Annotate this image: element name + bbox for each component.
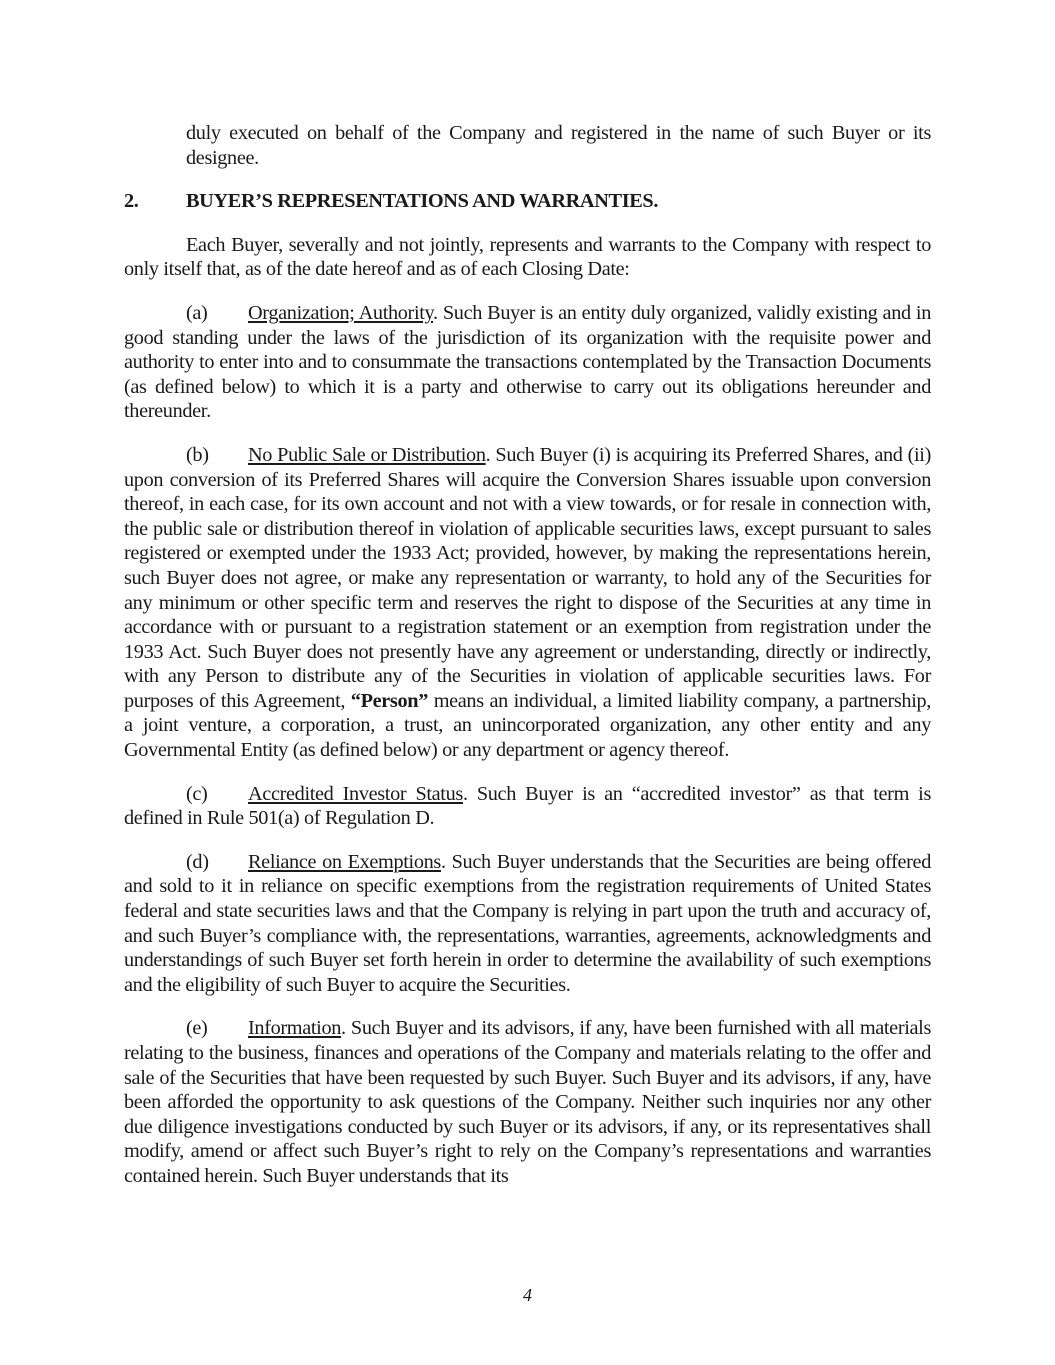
subsection-b-body-cont: means an individual, a limited liability company, a partnership, a joint venture, a corporation, a trust, an unincorporated organization, any other entity and any Governmental Entity (as defined below) or any department or agency thereof. <box>124 689 931 762</box>
subsection-b-label: (b) <box>186 443 209 466</box>
subsection-e-body: . Such Buyer and its advisors, if any, have been furnished with all materials relating to the business, finances and operations of the Company and materials relating to the offer and sale of the Securities that have been requested by such Buyer. Such Buyer and its advisors, if any, have been afforded the opportunity to ask questions of the Company. Neither such inquiries nor any other due diligence investigations conducted by such Buyer or its advisors, if any, or its representatives shall modify, amend or affect such Buyer’s right to rely on the Company’s representations and warranties contained herein. Such Buyer understands that its <box>124 1017 931 1187</box>
subsection-b <box>124 443 931 763</box>
subsection-e <box>124 1016 931 1188</box>
intro-paragraph <box>124 233 931 282</box>
intro-paragraph-text: Each Buyer, severally and not jointly, represents and warrants to the Company with respect to only itself that, as of the date hereof and as of each Closing Date: <box>124 233 931 281</box>
subsection-a <box>124 301 931 424</box>
subsection-c-body: . Such Buyer is an “accredited investor” as that term is defined in Rule 501(a) of Regulation D. <box>124 782 931 830</box>
document-body <box>124 121 931 1208</box>
subsection-a-body: . Such Buyer is an entity duly organized, validly existing and in good standing under the laws of the jurisdiction of its organization with the requisite power and authority to enter into and to consummate the transactions contemplated by the Transaction Documents (as defined below) to which it is a party and otherwise to carry out its obligations hereunder and thereunder. <box>124 301 932 423</box>
subsection-d <box>124 850 931 998</box>
subsection-a-label: (a) <box>186 301 208 324</box>
subsection-d-label: (d) <box>186 850 209 873</box>
subsection-e-label: (e) <box>186 1017 208 1040</box>
subsection-a-heading: Organization; Authority <box>248 301 434 324</box>
subsection-c-heading: Accredited Investor Status <box>248 782 463 805</box>
page-number: 4 <box>523 1285 532 1305</box>
section-2-title: BUYER’S REPRESENTATIONS AND WARRANTIES. <box>186 190 659 213</box>
subsection-b-heading: No Public Sale or Distribution <box>248 443 486 466</box>
continuation-paragraph <box>186 121 931 170</box>
subsection-b-bold-term: “Person” <box>350 689 428 712</box>
subsection-d-heading: Reliance on Exemptions <box>248 850 441 873</box>
section-2-number: 2. <box>124 190 139 213</box>
subsection-b-body: . Such Buyer (i) is acquiring its Preferred Shares, and (ii) upon conversion of its Preferred Shares will acquire the Conversion Shares issuable upon conversion thereof, in each case, for its own account and not with a view towards, or for resale in connection with, the public sale or distribution thereof in violation of applicable securities laws, except pursuant to sales registered or exempted under the 1933 Act; provided, however, by making the representations herein, such Buyer does not agree, or make any representation or warranty, to hold any of the Securities for any minimum or other specific term and reserves the right to dispose of the Securities at any time in accordance with or pursuant to a registration statement or an exemption from registration under the 1933 Act. Such Buyer does not presently have any agreement or understanding, directly or indirectly, with any Person to distribute any of the Securities in violation of applicable securities laws. For purposes of this Agreement, <box>124 443 931 712</box>
subsection-e-heading: Information <box>248 1017 342 1040</box>
section-2-heading <box>124 189 931 214</box>
subsection-c-label: (c) <box>186 782 208 805</box>
subsection-d-body: . Such Buyer understands that the Securities are being offered and sold to it in reliance on specific exemptions from the registration requirements of United States federal and state securities laws and that the Company is relying in part upon the truth and accuracy of, and such Buyer’s compliance with, the representations, warranties, agreements, acknowledgments and understandings of such Buyer set forth herein in order to determine the availability of such exemptions and the eligibility of such Buyer to acquire the Securities. <box>124 850 931 996</box>
subsection-c <box>124 782 931 831</box>
continuation-paragraph-text: duly executed on behalf of the Company and registered in the name of such Buyer or its designee. <box>186 122 931 169</box>
